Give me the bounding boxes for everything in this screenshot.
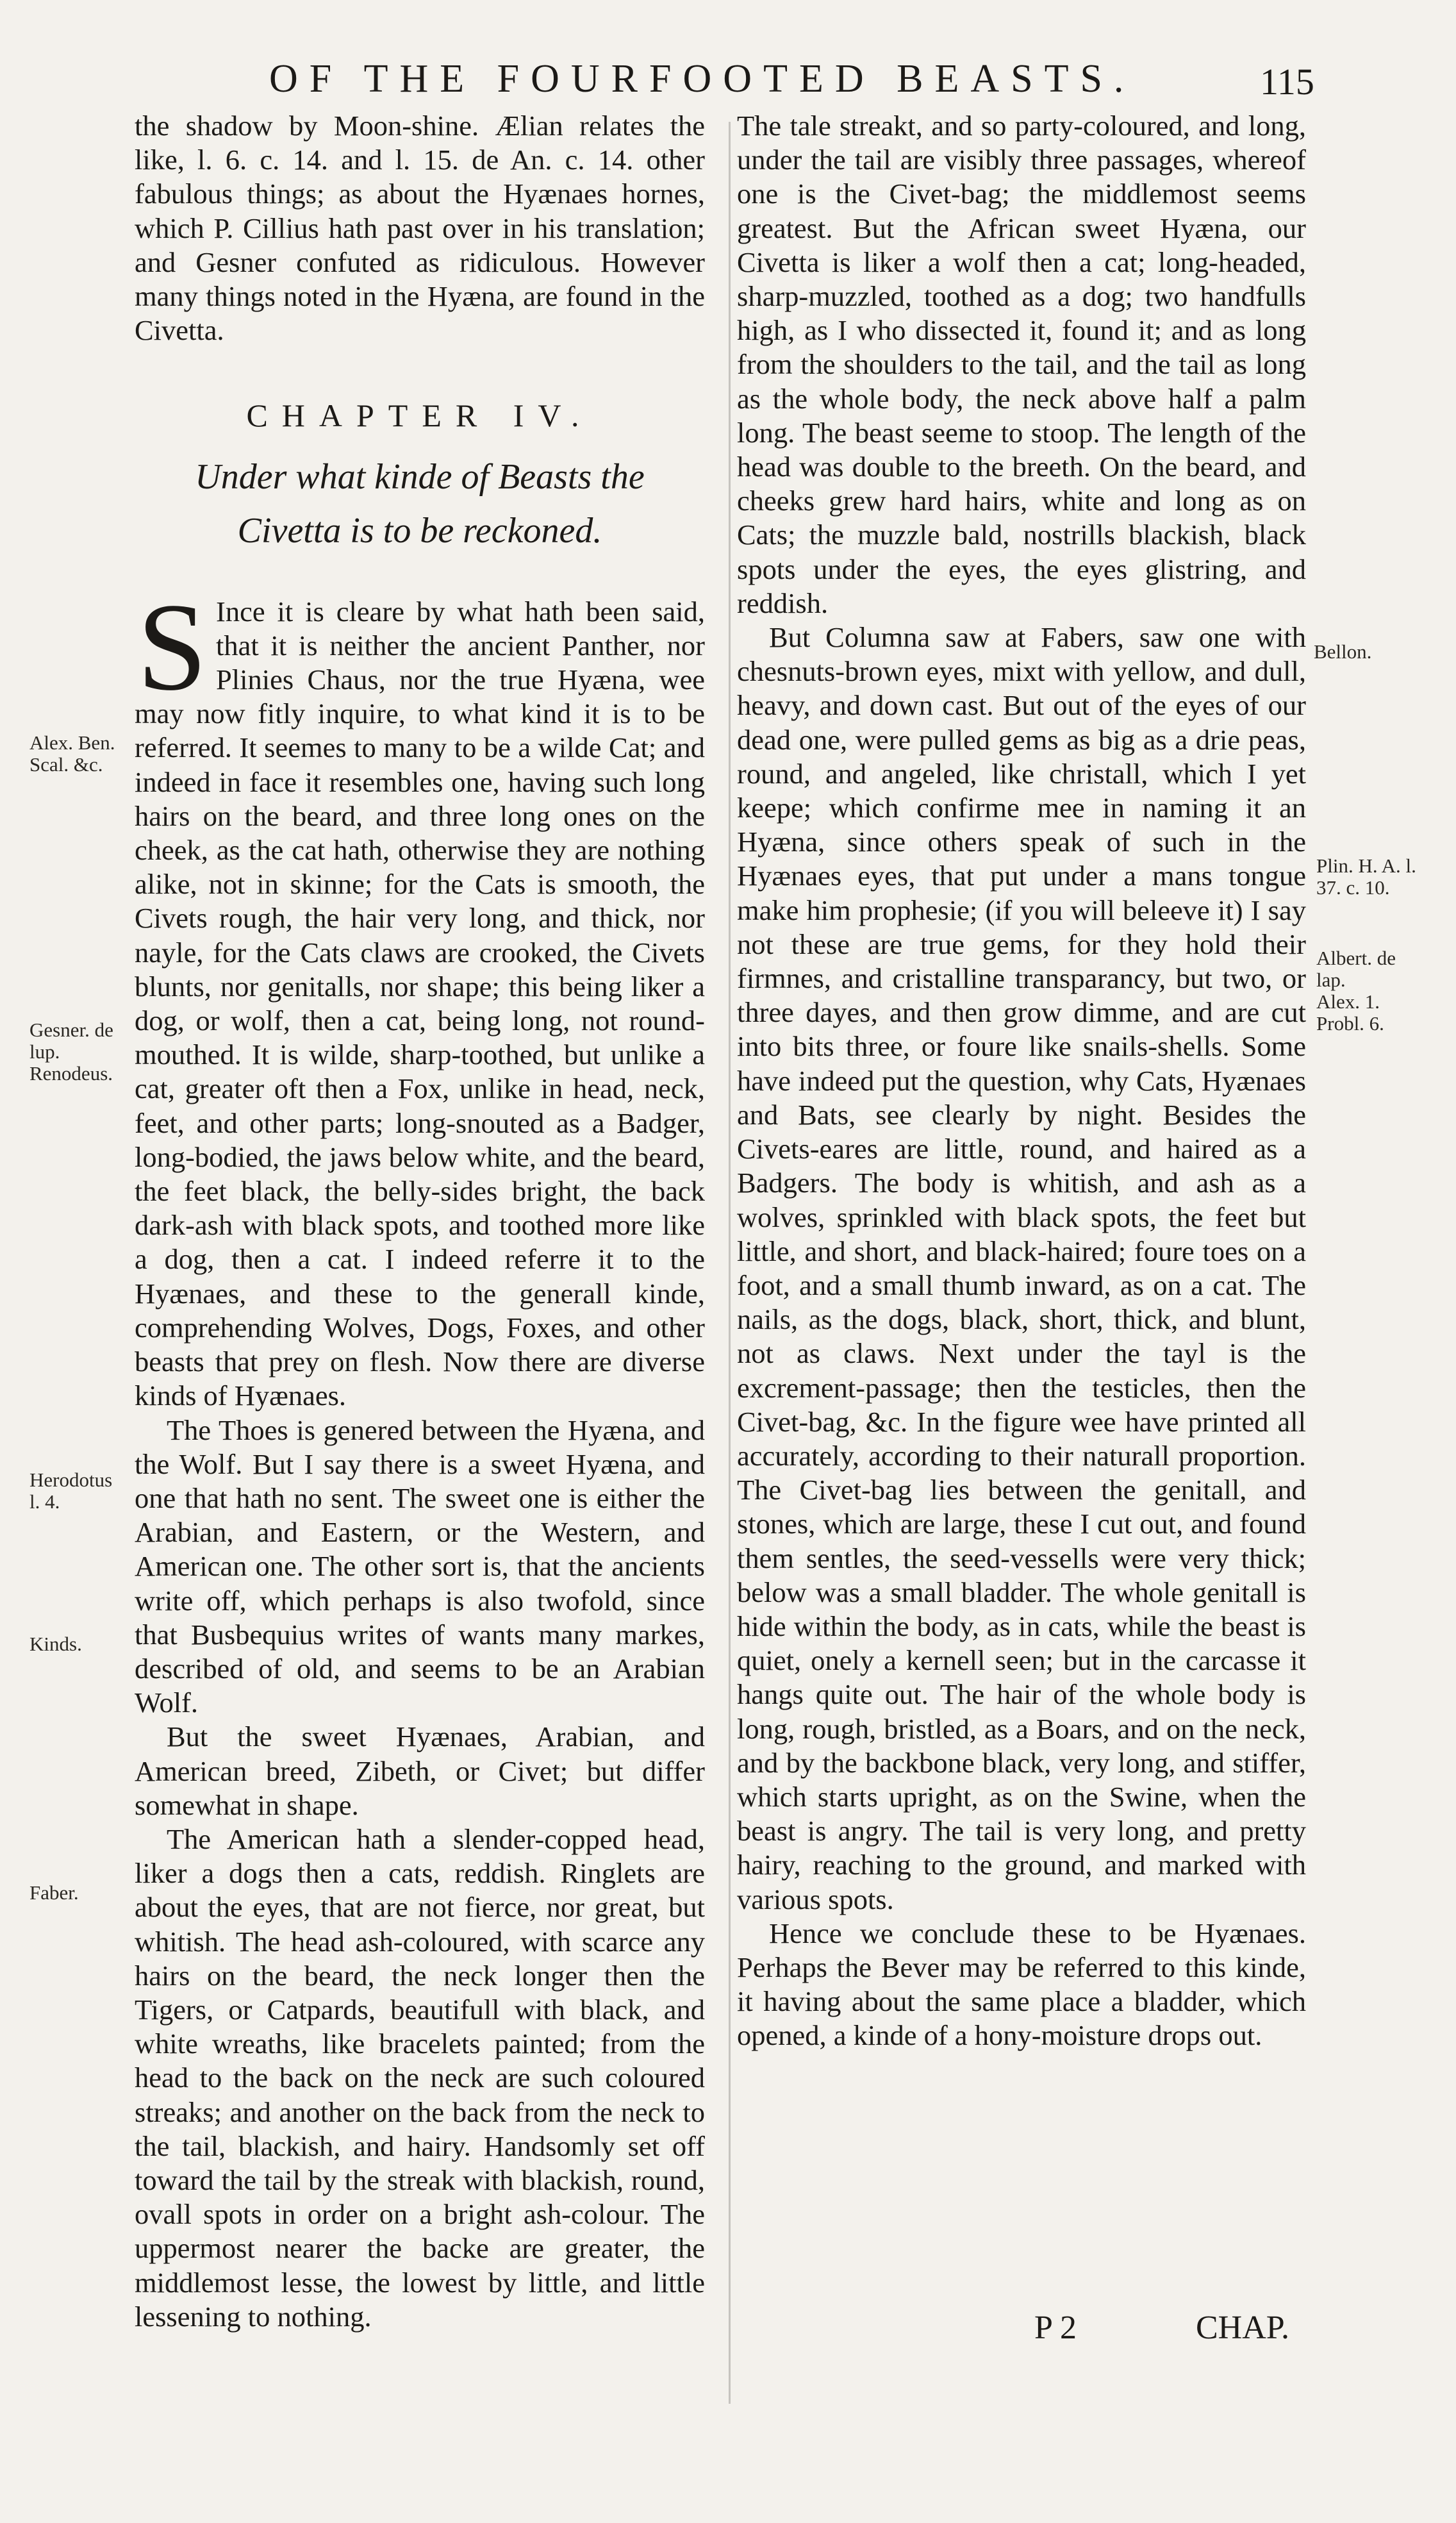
margin-note: Gesner. de lup. Renodeus. xyxy=(29,1019,113,1085)
first-paragraph-text: Ince it is cleare by what hath been said, that it is neither the ancient Panther, nor Plinies Chaus, nor the true Hyæna, wee may now fitly inquire, to what kind it is to be referred. It seemes to many to be a wilde Cat; and indeed in face it resembles one, having such long hairs on the beard, and three long ones on the cheek, as the cat hath, otherwise they are nothing alike, not in skinne; for the Cats is smooth, the Civets rough, the hair very long, and thick, nor nayle, for the Cats claws are crooked, the Civets blunts, nor genitalls, nor shape; this being liker a dog, or wolf, then a cat, being long, not round-mouthed. It is wilde, sharp-toothed, but unlike a cat, greater oft then a Fox, unlike in head, neck, feet, and other parts; long-snouted as a Badger, long-bodied, the jaws below white, and the beard, the feet black, the belly-sides bright, the back dark-ash with black spots, and toothed more like a dog, then a cat. I indeed referre it to the Hyænaes, and these to the generall kinde, comprehending Wolves, Dogs, Foxes, and other beasts that prey on flesh. Now there are diverse kinds of Hyænaes. xyxy=(135,595,705,1412)
drop-cap: S xyxy=(137,577,208,717)
tail-paragraph: The tale streakt, and so party-coloured, and long, under the tail are visibly three passages, whereof one is the Civet-bag; the middlemost seems greatest. But the African sweet Hyæna, our Civetta is liker a wolf then a cat; long-headed, sharp-muzzled, toothed as a dog; two handfulls high, as I who dissected it, found it; and as long from the shoulders to the tail, and the tail as long as the whole body, the neck above half a palm long. The beast seeme to stoop. The length of the head was double to the breeth. On the beard, and cheeks grew hard hairs, white and long as on Cats; the muzzle bald, nostrills blackish, black spots under the eyes, the eyes glistring, and reddish. xyxy=(737,110,1306,619)
margin-note: Herodotus l. 4. xyxy=(29,1469,113,1513)
american-paragraph: The American hath a slender-copped head, liker a dogs then a cats, reddish. Ringlets are about the eyes, that are not fierce, nor great, but whitish. The head ash-coloured, with scarce any hairs on the beard, the neck longer then the Tigers, or Catpards, beautifull with black, and white wreaths, like bracelets painted; from the head to the back on the neck are such coloured streaks; and another on the back from the neck to the tail, blackish, and hairy. Handsomly set off toward the tail by the streak with blackish, round, ovall spots in order on a bright ash-colour. The uppermost nearer the backe are greater, the middlemost lesse, the lowest by little, and little lessening to nothing. xyxy=(135,1822,705,2333)
page-number: 115 xyxy=(1260,61,1314,103)
chapter-heading: CHAPTER IV. xyxy=(246,397,593,434)
right-column xyxy=(737,109,1306,2053)
columna-paragraph: But Columna saw at Fabers, saw one with chesnuts-brown eyes, mixt with yellow, and dull, heavy, and down cast. But out of the eyes of our dead one, were pulled gems as big as a drie peas, round, and angeled, like christall, which I yet keepe; which confirme mee in naming it an Hyæna, since others speak of such in the Hyænaes eyes, that put under a mans tongue make him prophesie; (if you will beleeve it) I say not these are true gems, for they hold their firmnes, and cristalline transparancy, but two, or three dayes, and then grow dimme, and are cut into bits three, or foure like snails-shells. Some have indeed put the question, why Cats, Hyænaes and Bats, see clearly by night. Besides the Civets-eares are little, round, and haired as a Badgers. The body is whitish, and ash as a wolves, sprinkled with black spots, the feet but little, and short, and black-haired; foure toes on a foot, and a small thumb inward, as on a cat. The nails, as the dogs, black, short, thick, and blunt, not as claws. Next under the tayl is the excrement-passage; then the testicles, then the Civet-bag, &c. In the figure wee have printed all accurately, according to their naturall proportion. The Civet-bag lies between the genitall, and stones, which are large, these I cut out, and found them sentles, the seed-vessells were very thick; below was a small bladder. The whole genitall is hide within the body, as in cats, while the beast is quiet, onely a kernell seen; but in the carcasse it hangs quite out. The hair of the whole body is long, rough, bristled, as a Boars, and on the neck, and by the backbone black, very long, and stiffer, which starts upright, as on the Swine, when the beast is angry. The tail is very long, and pretty hairy, reaching to the ground, and marked with various spots. xyxy=(737,621,1306,1915)
thoes-paragraph: The Thoes is genered between the Hyæna, and the Wolf. But I say there is a sweet Hyæna, and one that hath no sent. The sweet one is either the Arabian, and Eastern, or the Western, and American one. The other sort is, that the ancients write off, which perhaps is also twofold, since that Busbequius writes of wants many markes, described of old, and seems to be an Arabian Wolf. xyxy=(135,1413,705,1719)
opening-paragraph: the shadow by Moon-shine. Ælian relates the like, l. 6. c. 14. and l. 15. de An. c. 14. other fabulous things; as about the Hyænaes hornes, which P. Cillius hath past over in his translation; and Gesner confuted as ridiculous. However many things noted in the Hyæna, are found in the Civetta. xyxy=(135,110,705,347)
margin-note: Albert. de lap. xyxy=(1316,947,1396,991)
chapter-title xyxy=(135,450,705,558)
conclusion-paragraph: Hence we conclude these to be Hyænaes. Perhaps the Bever may be referred to this kinde, it having about the same place a bladder, which opened, a kinde of a hony-moisture drops out. xyxy=(737,1917,1306,2052)
margin-note: Faber. xyxy=(29,1881,79,1904)
sweet-hyaenaes-paragraph: But the sweet Hyænaes, Arabian, and American breed, Zibeth, or Civet; but differ somewhat in shape. xyxy=(135,1720,705,1821)
first-paragraph xyxy=(135,577,705,1413)
chapter-title-line-2: Civetta is to be reckoned. xyxy=(237,510,602,551)
chapter-title-line-1: Under what kinde of Beasts the xyxy=(195,456,645,497)
left-column xyxy=(135,109,705,2334)
margin-note: Alex. Ben. Scal. &c. xyxy=(29,731,115,776)
margin-note: Alex. 1. Probl. 6. xyxy=(1316,990,1384,1035)
margin-note: Bellon. xyxy=(1314,640,1372,663)
margin-note: Kinds. xyxy=(29,1633,82,1655)
margin-note: Plin. H. A. l. 37. c. 10. xyxy=(1316,854,1416,899)
catchword: CHAP. xyxy=(1196,2310,1289,2346)
running-title: OF THE FOURFOOTED BEASTS. xyxy=(269,57,1136,101)
column-rule xyxy=(729,122,731,2404)
signature-mark: P 2 xyxy=(1034,2310,1077,2346)
